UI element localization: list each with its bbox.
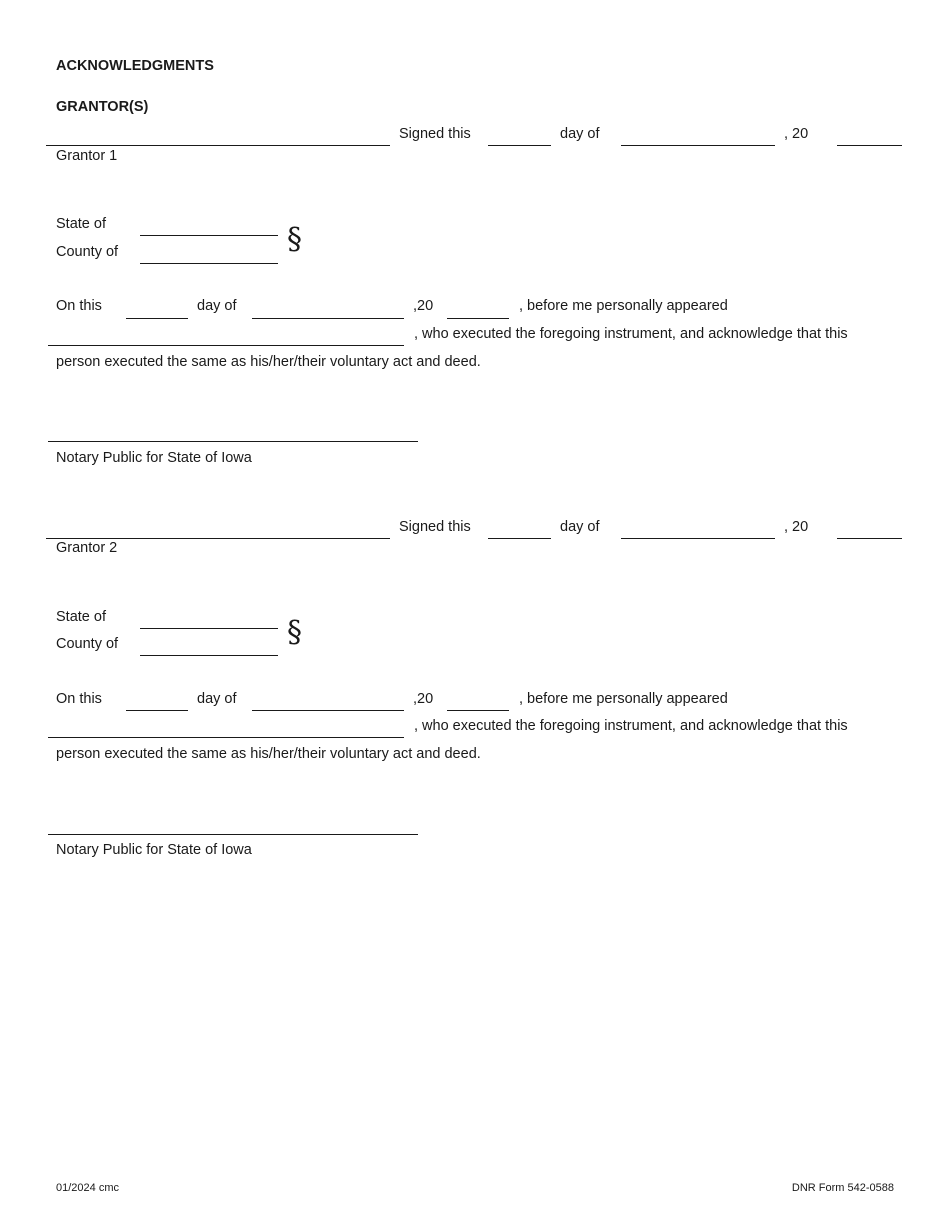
ack-month-field[interactable] [252,318,404,319]
appeared-name-field[interactable] [48,345,404,346]
before-me-text: , before me personally appeared [519,691,728,707]
day-of-label: day of [560,126,600,142]
grantor-1-block [0,0,950,466]
section-heading-grantors: GRANTOR(S) [56,99,149,115]
notary-label: Notary Public for State of Iowa [56,450,252,466]
ack-year-prefix-label: ,20 [413,298,434,314]
state-of-label: State of [56,216,106,232]
section-symbol: § [287,615,302,650]
signed-month-field[interactable] [621,145,775,146]
person-executed-text: person executed the same as his/her/their voluntary act and deed. [56,746,481,762]
signed-this-label: Signed this [399,519,471,535]
ack-day-of-label: day of [197,298,237,314]
year-prefix-label: , 20 [784,519,809,535]
signed-year-field[interactable] [837,538,902,539]
ack-day-of-label: day of [197,691,237,707]
ack-day-field[interactable] [126,710,188,711]
page-title: ACKNOWLEDGMENTS [56,58,214,74]
signed-day-field[interactable] [488,145,551,146]
appeared-name-field[interactable] [48,737,404,738]
section-symbol: § [287,222,302,257]
signed-this-label: Signed this [399,126,471,142]
state-field[interactable] [140,235,278,236]
state-of-label: State of [56,609,106,625]
grantor-1-signature-line[interactable] [46,145,390,146]
state-field[interactable] [140,628,278,629]
footer-date-code: 01/2024 cmc [56,1182,119,1194]
notary-label: Notary Public for State of Iowa [56,842,252,858]
on-this-label: On this [56,298,102,314]
county-of-label: County of [56,244,119,260]
ack-year-field[interactable] [447,710,509,711]
footer-form-number: DNR Form 542-0588 [791,1182,894,1194]
signed-month-field[interactable] [621,538,775,539]
grantor-label: Grantor 2 [56,540,118,556]
ack-year-field[interactable] [447,318,509,319]
before-me-text: , before me personally appeared [519,298,728,314]
grantor-2-block [0,393,950,858]
day-of-label: day of [560,519,600,535]
notary-signature-line[interactable] [48,834,418,835]
grantor-2-signature-line[interactable] [46,538,390,539]
county-field[interactable] [140,655,278,656]
who-executed-text: , who executed the foregoing instrument, and acknowledge that this [414,718,848,734]
ack-year-prefix-label: ,20 [413,691,434,707]
ack-month-field[interactable] [252,710,404,711]
county-of-label: County of [56,636,119,652]
ack-day-field[interactable] [126,318,188,319]
signed-day-field[interactable] [488,538,551,539]
county-field[interactable] [140,263,278,264]
year-prefix-label: , 20 [784,126,809,142]
signed-year-field[interactable] [837,145,902,146]
grantor-label: Grantor 1 [56,148,118,164]
person-executed-text: person executed the same as his/her/their voluntary act and deed. [56,354,481,370]
who-executed-text: , who executed the foregoing instrument, and acknowledge that this [414,326,848,342]
on-this-label: On this [56,691,102,707]
